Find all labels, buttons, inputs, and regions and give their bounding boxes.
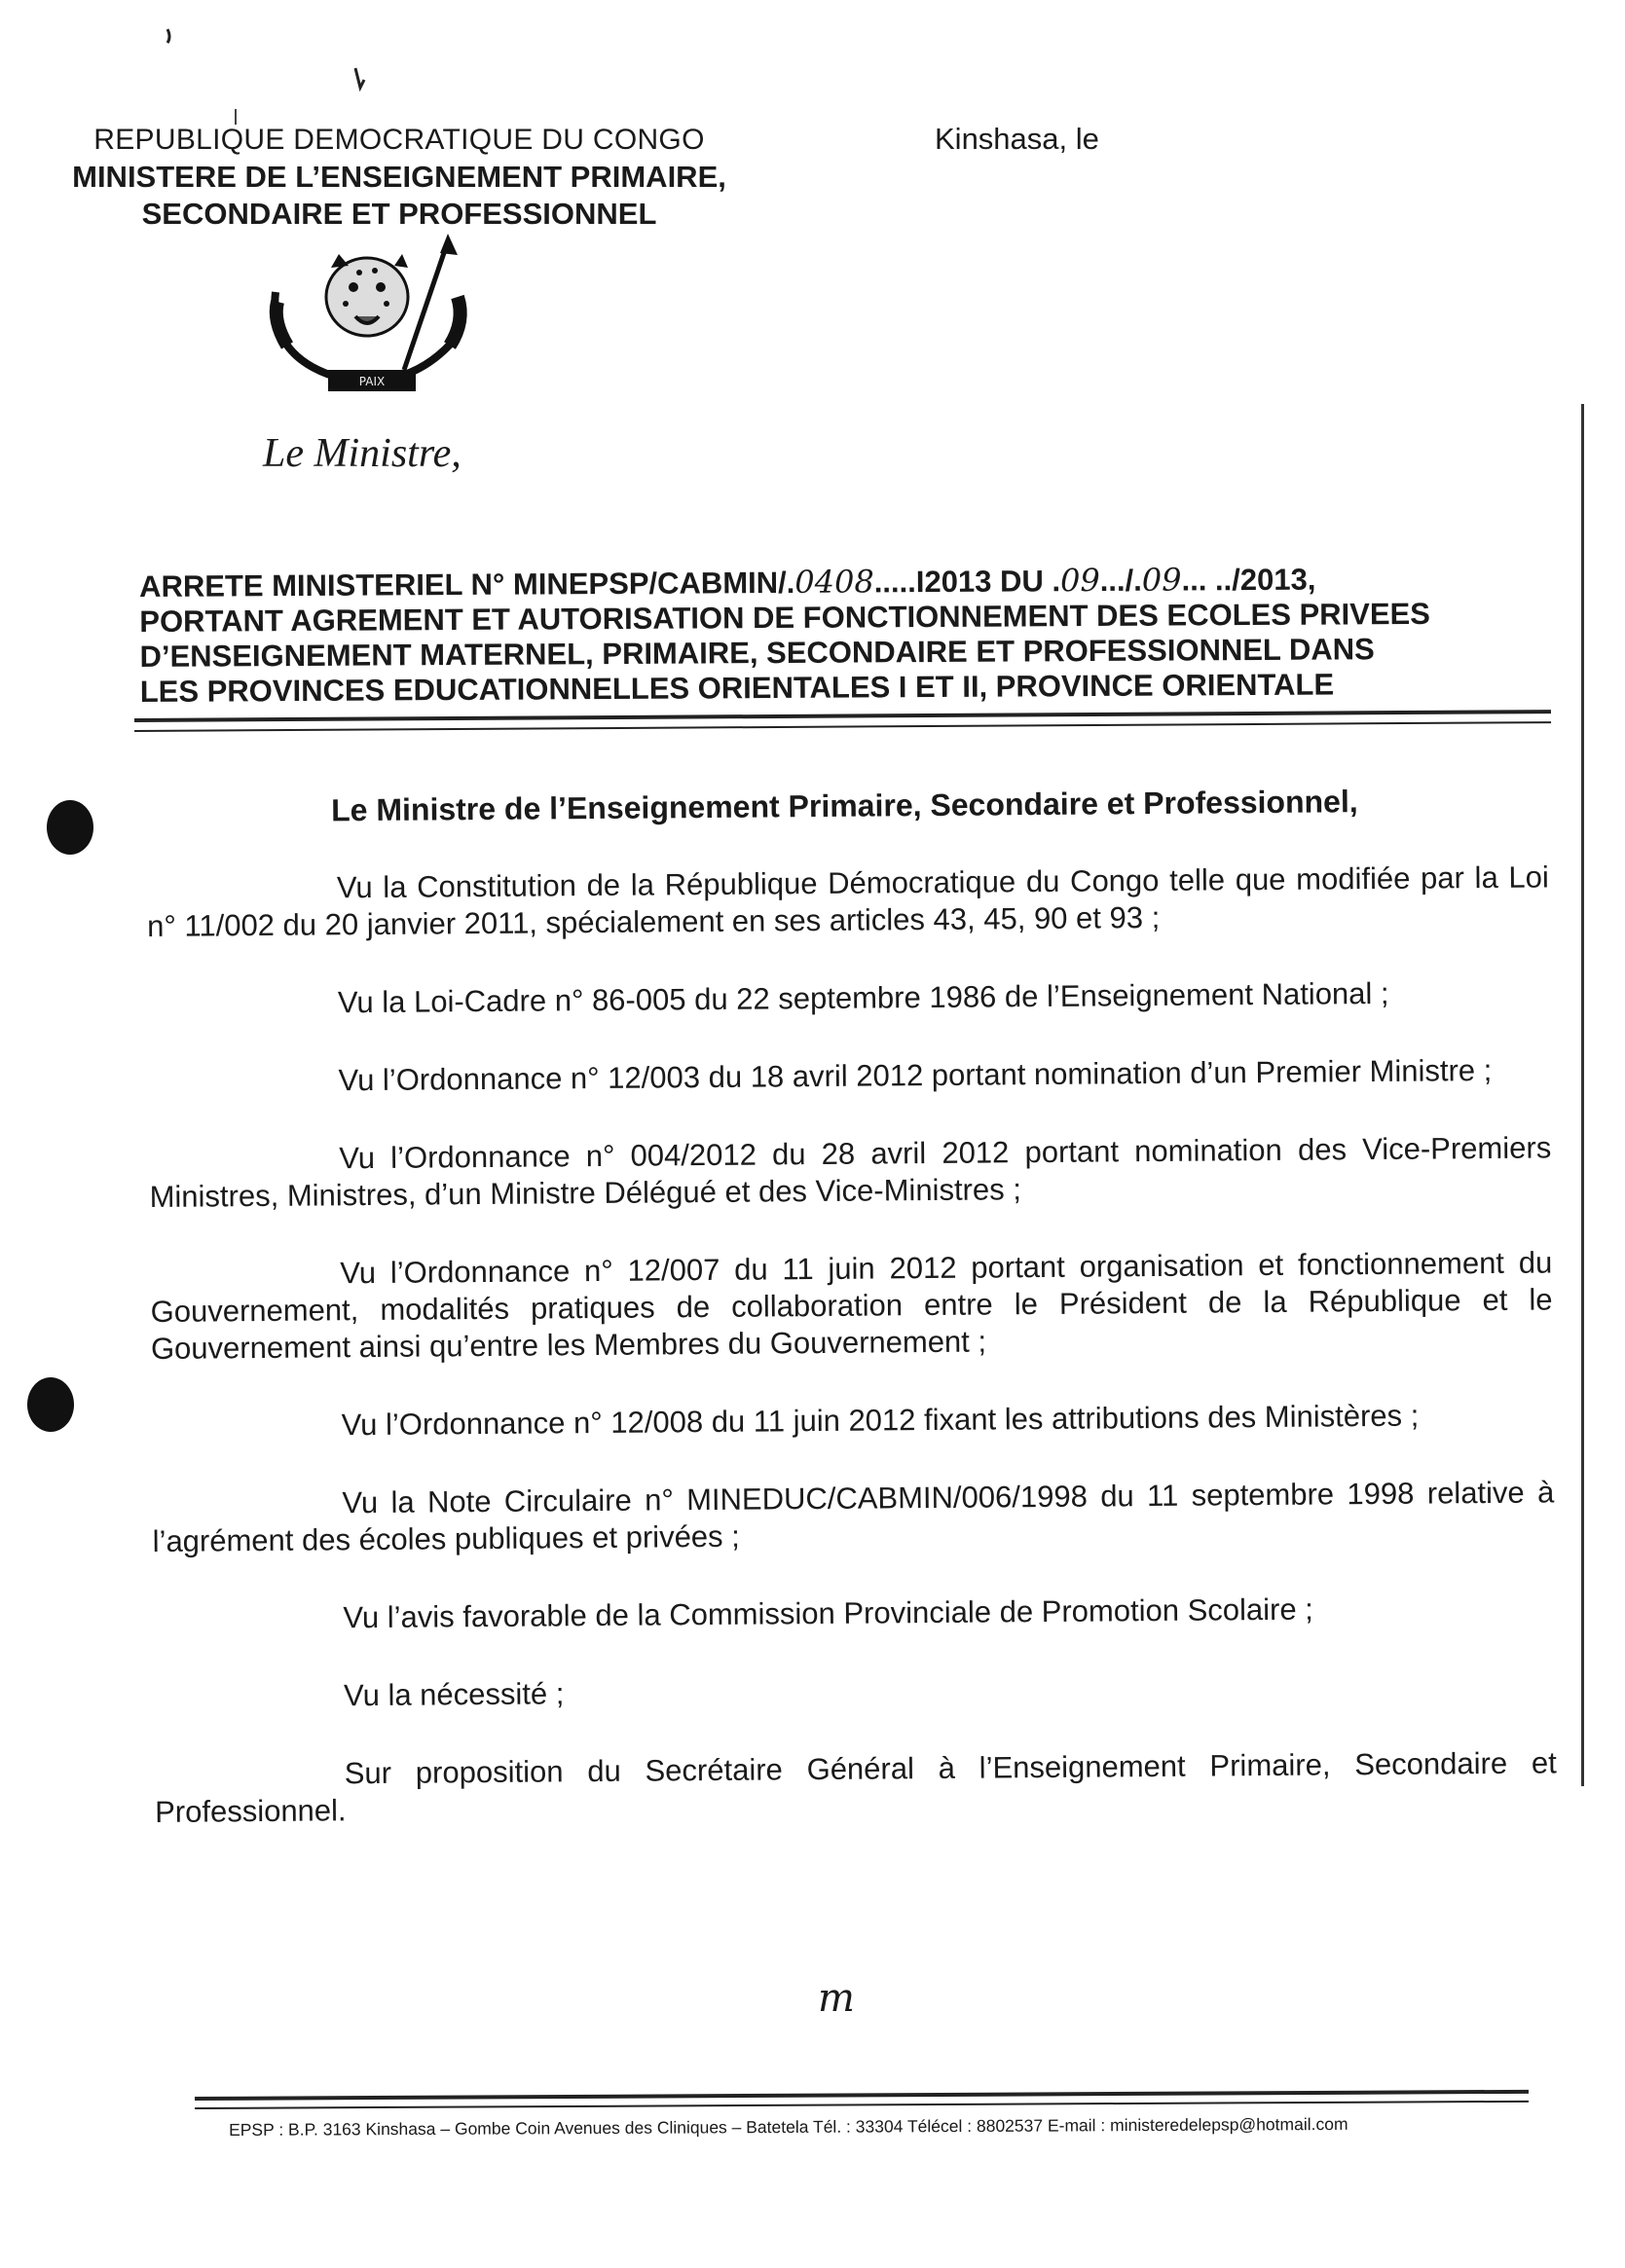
decree-suffix: ... ../2013, xyxy=(1181,562,1316,598)
decree-number: 0408 xyxy=(794,563,874,601)
paragraph-avis: Vu l’avis favorable de la Commission Provinciale de Promotion Scolaire ; xyxy=(343,1591,1313,1635)
letterhead xyxy=(68,122,730,233)
coat-of-arms-icon xyxy=(258,234,492,404)
body-heading: Le Ministre de l’Enseignement Primaire, Secondaire et Professionnel, xyxy=(331,784,1358,828)
scan-marks xyxy=(156,19,389,127)
decree-mid: .....I2013 DU . xyxy=(873,564,1061,600)
ministry-name-cont: SECONDAIRE ET PROFESSIONNEL xyxy=(141,197,657,231)
paragraph-proposition: Sur proposition du Secrétaire Général à l’Enseignement Primaire, Secondaire et Professionnel. xyxy=(154,1745,1557,1829)
title-line-4: LES PROVINCES EDUCATIONNELLES ORIENTALES I ET II, PROVINCE ORIENTALE xyxy=(139,667,1335,709)
decree-title xyxy=(139,560,1552,710)
paragraph-ordonnance-vice: Vu l’Ordonnance n° 004/2012 du 28 avril 2012 portant nomination des Vice-Premiers Ministres, Ministres, d’un Ministre Délégué et des Vice-Ministres ; xyxy=(149,1130,1552,1214)
decree-month: 09 xyxy=(1141,561,1182,599)
paragraph-ordonnance-organisation: Vu l’Ordonnance n° 12/007 du 11 juin 2012 portant organisation et fonctionnement du Gouvernement, modalités pratiques de collaboration entre le Président de la République et le Gouvernement ainsi qu’entre les Membres du Gouvernement ; xyxy=(150,1245,1553,1366)
country-name: REPUBLIQUE DEMOCRATIQUE DU CONGO xyxy=(93,124,705,156)
handwritten-initials: m xyxy=(818,1976,855,2021)
decree-prefix: ARRETE MINISTERIEL N° MINEPSP/CABMIN/. xyxy=(139,565,795,604)
signatory-label: Le Ministre, xyxy=(263,431,462,476)
paragraph-constitution: Vu la Constitution de la République Démocratique du Congo telle que modifiée par la Loi n° 11/002 du 20 janvier 2011, spécialement en ses articles 43, 45, 90 et 93 ; xyxy=(147,860,1549,943)
decree-day: 09 xyxy=(1059,561,1100,600)
scan-edge xyxy=(1581,404,1584,1786)
title-divider xyxy=(134,710,1551,732)
paragraph-necessite: Vu la nécessité ; xyxy=(343,1676,565,1713)
punch-hole xyxy=(27,1377,74,1432)
decree-sep: .../. xyxy=(1099,563,1142,598)
paragraph-note-circulaire: Vu la Note Circulaire n° MINEDUC/CABMIN/006/1998 du 11 septembre 1998 relative à l’agrément des écoles publiques et privées ; xyxy=(152,1475,1555,1558)
place-date: Kinshasa, le xyxy=(935,122,1099,156)
paragraph-ordonnance-attributions: Vu l’Ordonnance n° 12/008 du 11 juin 2012 fixant les attributions des Ministères ; xyxy=(341,1398,1420,1443)
footer-contact: EPSP : B.P. 3163 Kinshasa – Gombe Coin Avenues des Cliniques – Batetela Tél. : 33304 Télécel : 8802537 E-mail : ministeredelepsp@hotmail.com xyxy=(229,2113,1348,2140)
title-line-3: D’ENSEIGNEMENT MATERNEL, PRIMAIRE, SECONDAIRE ET PROFESSIONNEL DANS xyxy=(139,632,1375,674)
decree-body xyxy=(146,781,1558,1872)
paragraph-loi-cadre: Vu la Loi-Cadre n° 86-005 du 22 septembre 1986 de l’Enseignement National ; xyxy=(337,975,1389,1020)
punch-hole xyxy=(47,800,93,855)
ministry-name: MINISTERE DE L’ENSEIGNEMENT PRIMAIRE, xyxy=(72,160,726,194)
paragraph-ordonnance-premier: Vu l’Ordonnance n° 12/003 du 18 avril 2012 portant nomination d’un Premier Ministre ; xyxy=(338,1052,1493,1098)
footer-divider xyxy=(195,2090,1529,2109)
svg-text:PAIX: PAIX xyxy=(358,375,386,388)
title-line-2: PORTANT AGREMENT ET AUTORISATION DE FONCTIONNEMENT DES ECOLES PRIVEES xyxy=(139,596,1431,639)
